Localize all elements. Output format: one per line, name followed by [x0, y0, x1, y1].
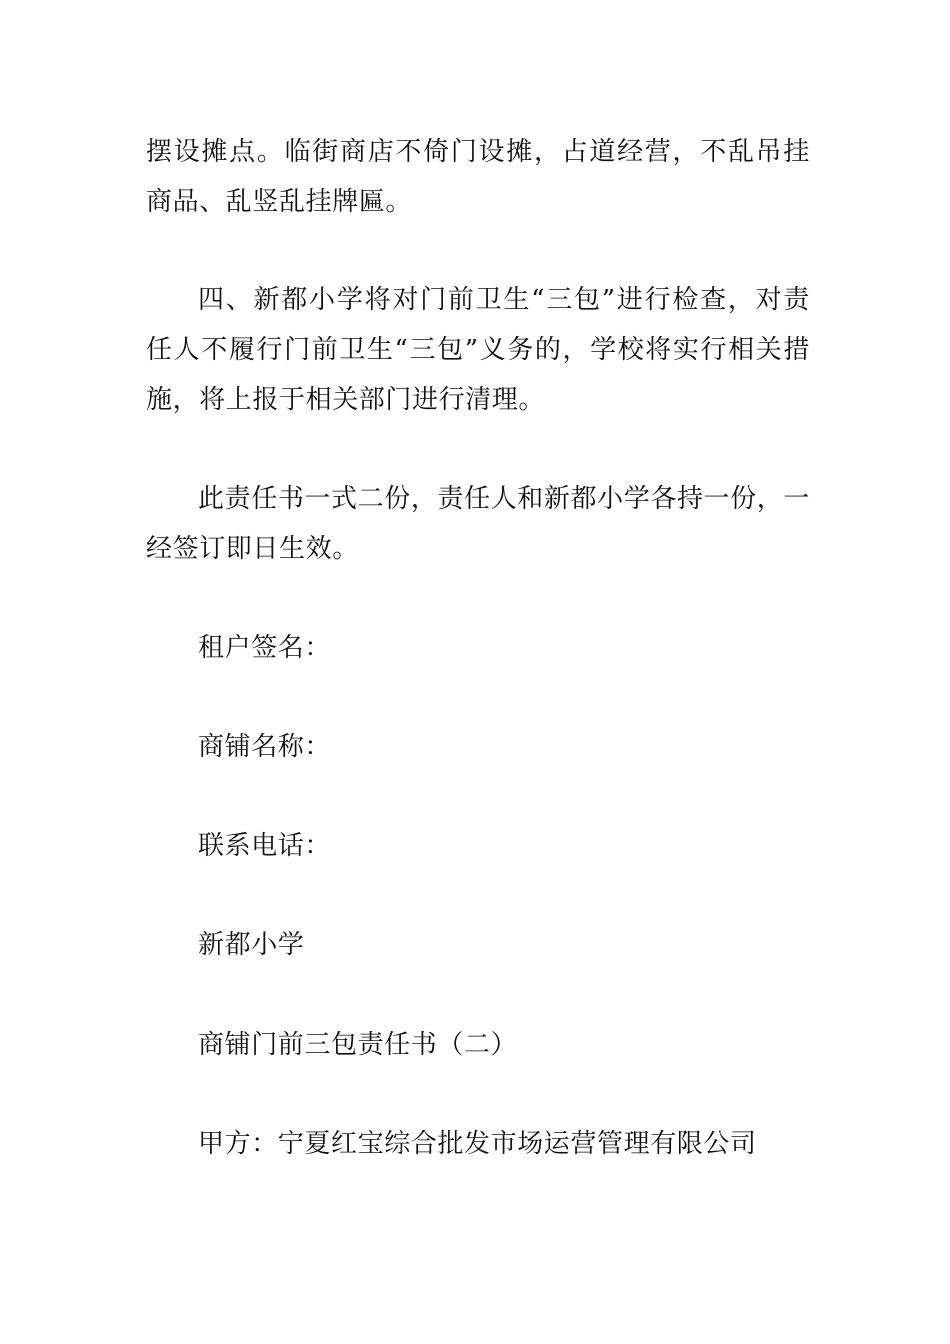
paragraph-inspection-clause: 四、新都小学将对门前卫生“三包”进行检查，对责任人不履行门前卫生“三包”义务的，学校将实行相关措施，将上报于相关部门进行清理。 [146, 285, 810, 415]
paragraph-stall-rules: 摆设摊点。临街商店不倚门设摊，占道经营，不乱吊挂商品、乱竖乱挂牌匾。 [146, 137, 810, 217]
shop-name-label: 商铺名称： [198, 732, 332, 762]
section-title: 商铺门前三包责任书（二） [198, 1030, 518, 1060]
party-a-line: 甲方：宁夏红宝综合批发市场运营管理有限公司 [198, 1129, 757, 1159]
school-name: 新都小学 [198, 930, 305, 960]
paragraph-copies-clause: 此责任书一式二份，责任人和新都小学各持一份，一经签订即日生效。 [146, 484, 810, 564]
phone-label: 联系电话： [198, 831, 332, 861]
tenant-signature-label: 租户签名： [198, 633, 332, 663]
